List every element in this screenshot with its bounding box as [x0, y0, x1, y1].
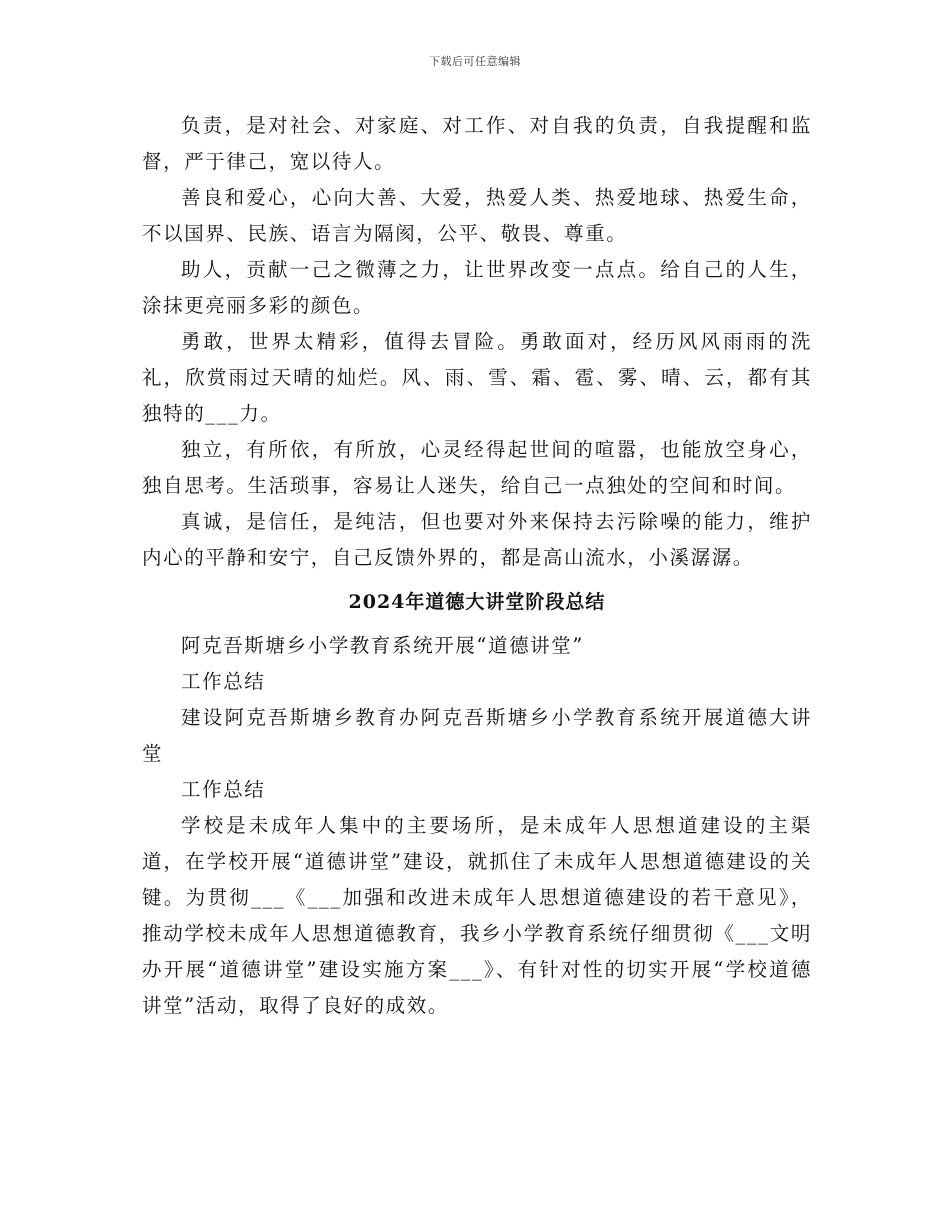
section-title: 2024年道德大讲堂阶段总结	[348, 591, 606, 613]
paragraph-helping: 助人，贡献一己之微薄之力，让世界改变一点点。给自己的人生，涂抹更亮丽多彩的颜色。	[142, 258, 812, 317]
paragraph-courage: 勇敢，世界太精彩，值得去冒险。勇敢面对，经历风风雨雨的洗礼，欣赏雨过天晴的灿烂。风、雨、雪、霜、雹、雾、晴、云，都有其独特的___力。	[142, 330, 812, 425]
paragraph-independence: 独立，有所依，有所放，心灵经得起世间的喧嚣，也能放空身心，独自思考。生活琐事，容易让人迷失，给自己一点独处的空间和时间。	[142, 438, 812, 497]
paragraph-kindness: 善良和爱心，心向大善、大爱，热爱人类、热爱地球、热爱生命，不以国界、民族、语言为隔阂，公平、敬畏、尊重。	[142, 186, 812, 245]
paragraph-subtitle-2: 工作总结	[181, 670, 266, 693]
paragraph-subtitle-3: 建设阿克吾斯塘乡教育办阿克吾斯塘乡小学教育系统开展道德大讲堂	[142, 706, 812, 765]
paragraph-sincerity: 真诚，是信任，是纯洁，但也要对外来保持去污除噪的能力，维护内心的平静和安宁，自己反馈外界的，都是高山流水，小溪潺潺。	[142, 510, 812, 569]
paragraph-subtitle-1: 阿克吾斯塘乡小学教育系统开展“道德讲堂”	[181, 634, 584, 657]
document-body	[142, 108, 812, 1024]
paragraph-subtitle-4: 工作总结	[181, 778, 266, 801]
paragraph-body: 学校是未成年人集中的主要场所，是未成年人思想道建设的主渠道，在学校开展“道德讲堂”建设，就抓住了未成年人思想道德建设的关键。为贯彻___《___加强和改进未成年人思想道德建设的若干意见》，推动学校未成年人思想道德教育，我乡小学教育系统仔细贯彻《___文明办开展“道德讲堂”建设实施方案___》、有针对性的切实开展“学校道德讲堂”活动，取得了良好的成效。	[142, 814, 812, 1017]
page-header: 下载后可任意编辑	[429, 55, 521, 68]
paragraph-responsibility: 负责，是对社会、对家庭、对工作、对自我的负责，自我提醒和监督，严于律己，宽以待人。	[142, 114, 812, 173]
